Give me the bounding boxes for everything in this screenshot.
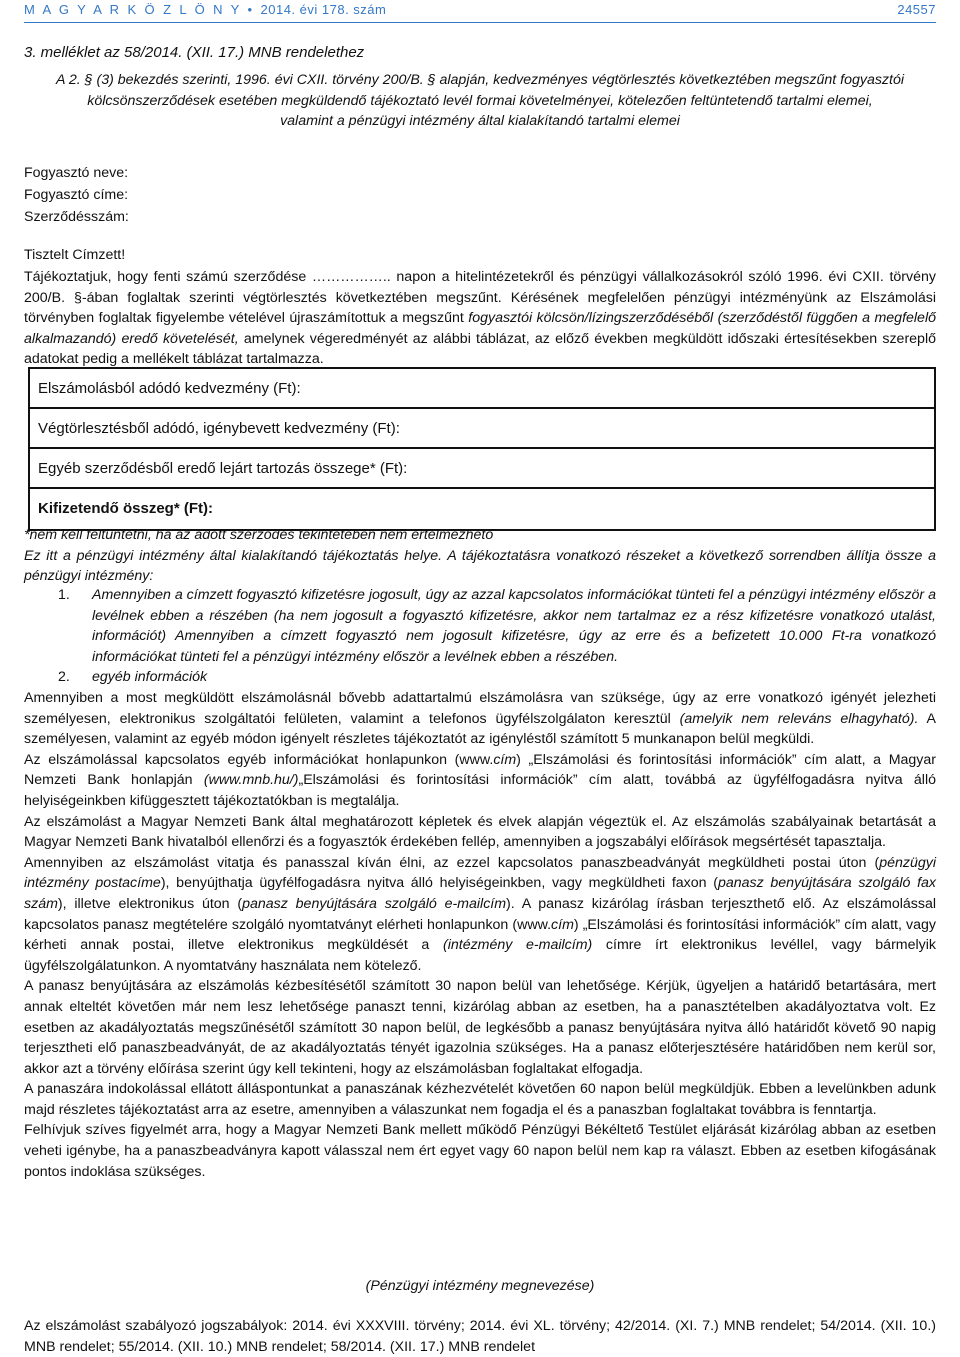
- footnote: *nem kell feltüntetni, ha az adott szerződés tekintetében nem értelmezhető: [24, 527, 494, 543]
- instruction-note: [24, 525, 936, 587]
- italic-text: panasz benyújtására szolgáló fax szám: [24, 875, 937, 912]
- page-number: 24557: [897, 2, 936, 17]
- header-rule: [24, 22, 936, 23]
- page-header: [24, 0, 936, 22]
- note-text: Ez itt a pénzügyi intézmény által kialakítandó tájékoztatás helye. A tájékoztatásra vonatkozó részeket a következő sorrendben állítja össze a pénzügyi intézmény:: [24, 547, 936, 585]
- ordered-list: [24, 585, 936, 688]
- paragraph: A panasz benyújtására az elszámolás kézbesítésétől számított 30 napon belül van lehetősége. Kérjük, ügyeljen a határidő betartására, mert annak elteltét követően már nem lesz lehetősége panaszt tenni, kizárólag abban az esetben, ha a panasztételben akadályoztatva volt. Ez esetben az akadályoztatás megszűnésétől számított 30 napon belül, de legkésőbb a panasz benyújtására nyitva álló határidőt követő 90 napig terjesztheti elő panaszbeadványát, de az akadályoztatás tényét igazolnia szükséges. Ha a panasz előterjesztésére határidőben nem kerül sor, akkor azt a törvény előírása szerint úgy kell tekinteni, hogy az elszámolásban foglaltakat elfogadja.: [24, 978, 936, 1077]
- text: Amennyiben az elszámolást vitatja és panasszal kíván élni, az ezzel kapcsolatos panaszbeadványát megküldheti postai úton (: [24, 854, 880, 871]
- text: ), illetve elektronikus úton (: [57, 895, 243, 912]
- italic-text: (amelyik nem releváns elhagyható).: [679, 710, 919, 727]
- body-paragraph-1: [24, 267, 936, 370]
- text: címre írt elektronikus levéllel, vagy bármelyik ügyfélszolgálatunkon. A nyomtatvány használata nem kötelező.: [24, 937, 936, 974]
- italic-text: (www.mnb.hu/): [203, 772, 299, 789]
- italic-text: panasz benyújtására szolgáló e-mailcím: [242, 895, 507, 912]
- italic-text: (intézmény e-mailcím): [442, 937, 593, 954]
- text: A személyesen, valamint az egyéb módon igényelt részletes tájékoztatót az igényléstől számított 5 munkanapon belül megküldi.: [24, 710, 936, 748]
- journal-header: [24, 0, 386, 21]
- list-text: Amennyiben a címzett fogyasztó kifizetésre jogosult, úgy az azzal kapcsolatos információkat tünteti fel a pénzügyi intézmény először a levélnek ebben a részében (ha nem jogosult a fogyasztó kifizetésre, akkor nem tartalmaz ez a rész kifizetésre vonatkozó utalást, információt) Amennyiben a címzett fogyasztó nem jogosult kifizetésre, úgy az erre és a befizetett 10.000 Ft-ra vonatkozó információkat tünteti fel a pénzügyi intézmény először a levélnek ebben a részében.: [92, 587, 936, 665]
- institution-signature: (Pénzügyi intézmény megnevezése): [365, 1278, 595, 1294]
- text: Az elszámolással kapcsolatos egyéb információkat honlapunkon (www.: [24, 751, 494, 768]
- paragraph: [24, 688, 936, 750]
- paragraph: Felhívjuk szíves figyelmét arra, hogy a Magyar Nemzeti Bank mellett működő Pénzügyi Békéltető Testület eljárását kizárólag abban az esetben veheti igénybe, ha a panaszbeadványra kapott válasszal nem ért egyet vagy 60 napon belül nem kap ra választ. Ebben az esetben kifogásának pontos indoklása szükséges.: [24, 1122, 936, 1180]
- intro-heading: [24, 70, 936, 132]
- paragraph: [24, 853, 936, 977]
- paragraph: Az elszámolást a Magyar Nemzeti Bank által meghatározott képletek és elvek alapján végeztük el. Az elszámolás szabályainak betartását a Magyar Nemzeti Bank hivatalból ellenőrzi és a fogyasztók érdekében fellép, amennyiben a jogszabályi előírások megsértését tapasztalja.: [24, 813, 936, 851]
- salutation: Tisztelt Címzett!: [24, 247, 126, 263]
- text: Tájékoztatjuk, hogy fenti számú szerződése …………….. napon a hitelintézetekről és pénzügyi vállalkozásokról szóló 1996. évi CXII. törvény 200/B. §-ában foglaltak szerinti végtörlesztés következtében megszűnt. Kérésének megfelelően pénzügyi intézményünk az Elszámolási törvényben foglaltak figyelembe vételével újraszámítottuk a megszűnt: [24, 269, 936, 327]
- consumer-fields: [24, 162, 129, 228]
- annex-title: 3. melléklet az 58/2014. (XII. 17.) MNB rendelethez: [24, 44, 365, 61]
- intro-line: A 2. § (3) bekezdés szerinti, 1996. évi CXII. törvény 200/B. § alapján, kedvezményes végtörlesztés következtében megszűnt fogyasztói: [55, 72, 905, 88]
- list-number: 2.: [58, 669, 70, 686]
- contract-number-label: Szerződésszám:: [24, 209, 129, 225]
- italic-text: cím: [551, 916, 574, 933]
- consumer-name-label: Fogyasztó neve:: [24, 165, 129, 181]
- text: „Elszámolási és forintosítási információk” cím alatt, továbbá az ügyfélfogadásra nyitva álló helyiségeinkben kifüggesztett tájékoztatókban is megtalálja.: [24, 772, 936, 809]
- body-section: [24, 688, 936, 1182]
- text: ). A panasz kizárólag írásban terjeszthető elő. Az elszámolással kapcsolatos panasz megtételére szolgáló nyomtatványt elérheti honlapunkon (www.: [24, 895, 936, 933]
- list-text: egyéb információk: [92, 669, 208, 686]
- text: amelynek végeredményét az alábbi táblázat, az előző években megküldött időszaki értesítésekben szereplő adatokat pedig a mellékelt táblázat tartalmazza.: [24, 330, 936, 368]
- italic-text: cím: [493, 751, 517, 768]
- text: ), benyújthatja ügyfélfogadásra nyitva álló helyiségeinkben, vagy megküldheti faxon (: [160, 875, 718, 892]
- consumer-address-label: Fogyasztó címe:: [24, 187, 129, 203]
- italic-text: pénzügyi intézmény postacíme: [24, 854, 936, 892]
- table-row: Végtörlesztésből adódó, igénybevett kedvezmény (Ft):: [30, 409, 934, 449]
- paragraph: A panaszára indokolással ellátott álláspontunkat a panaszának kézhezvételét követően 60 napon belül megküldjük. Ebben a levelünkben adunk majd részletes tájékoztatást arra az esetre, amennyiben a válaszunkat nem fogadja el és a panaszban foglaltakat továbbra is fenntartja.: [24, 1081, 936, 1118]
- text: Amennyiben a most megküldött elszámolásnál bővebb adattartalmú elszámolásra van szüksége, úgy az erre vonatkozó igényét jelezheti személyesen, elektronikus szolgáltatói felületen, valamint a telefonos ügyfélszolgálaton keresztül: [24, 690, 936, 727]
- intro-line: valamint a pénzügyi intézmény által kialakítandó tartalmi elemei: [280, 113, 680, 130]
- settlement-table: [28, 367, 936, 531]
- italic-text: fogyasztói kölcsön/lízingszerződéséből (szerződéstől függően a megfelelő alkalmazandó) eredő követelését,: [24, 310, 936, 347]
- paragraph: [24, 750, 936, 812]
- list-item: [24, 585, 936, 667]
- list-item: [24, 667, 936, 688]
- journal-title: M A G Y A R K Ö Z L Ö N Y •: [24, 2, 255, 17]
- table-row: Elszámolásból adódó kedvezmény (Ft):: [30, 369, 934, 409]
- list-number: 1.: [58, 587, 70, 603]
- table-row: Egyéb szerződésből eredő lejárt tartozás összege* (Ft):: [30, 449, 934, 489]
- table-row-total: Kifizetendő összeg* (Ft):: [38, 500, 213, 517]
- legal-references: Az elszámolást szabályozó jogszabályok: 2014. évi XXXVIII. törvény; 2014. évi XL. törvény; 42/2014. (XI. 7.) MNB rendelet; 54/2014. (XII. 10.) MNB rendelet; 55/2014. (XII. 10.) MNB rendelet; 58/2014. (XII. 17.) MNB rendelet: [24, 1318, 936, 1355]
- intro-line: kölcsönszerződések esetében megküldendő tájékoztató levél formai követelményei, kötelezően feltüntetendő tartalmi elemei,: [87, 92, 873, 109]
- text: ) „Elszámolási és forintosítási információk” cím alatt, vagy kérheti annak postai, illetve elektronikus megküldését a: [24, 916, 936, 954]
- issue-number: 2014. évi 178. szám: [260, 2, 387, 17]
- text: ) „Elszámolási és forintosítási információk” cím alatt, a Magyar Nemzeti Bank honlapján: [24, 751, 936, 789]
